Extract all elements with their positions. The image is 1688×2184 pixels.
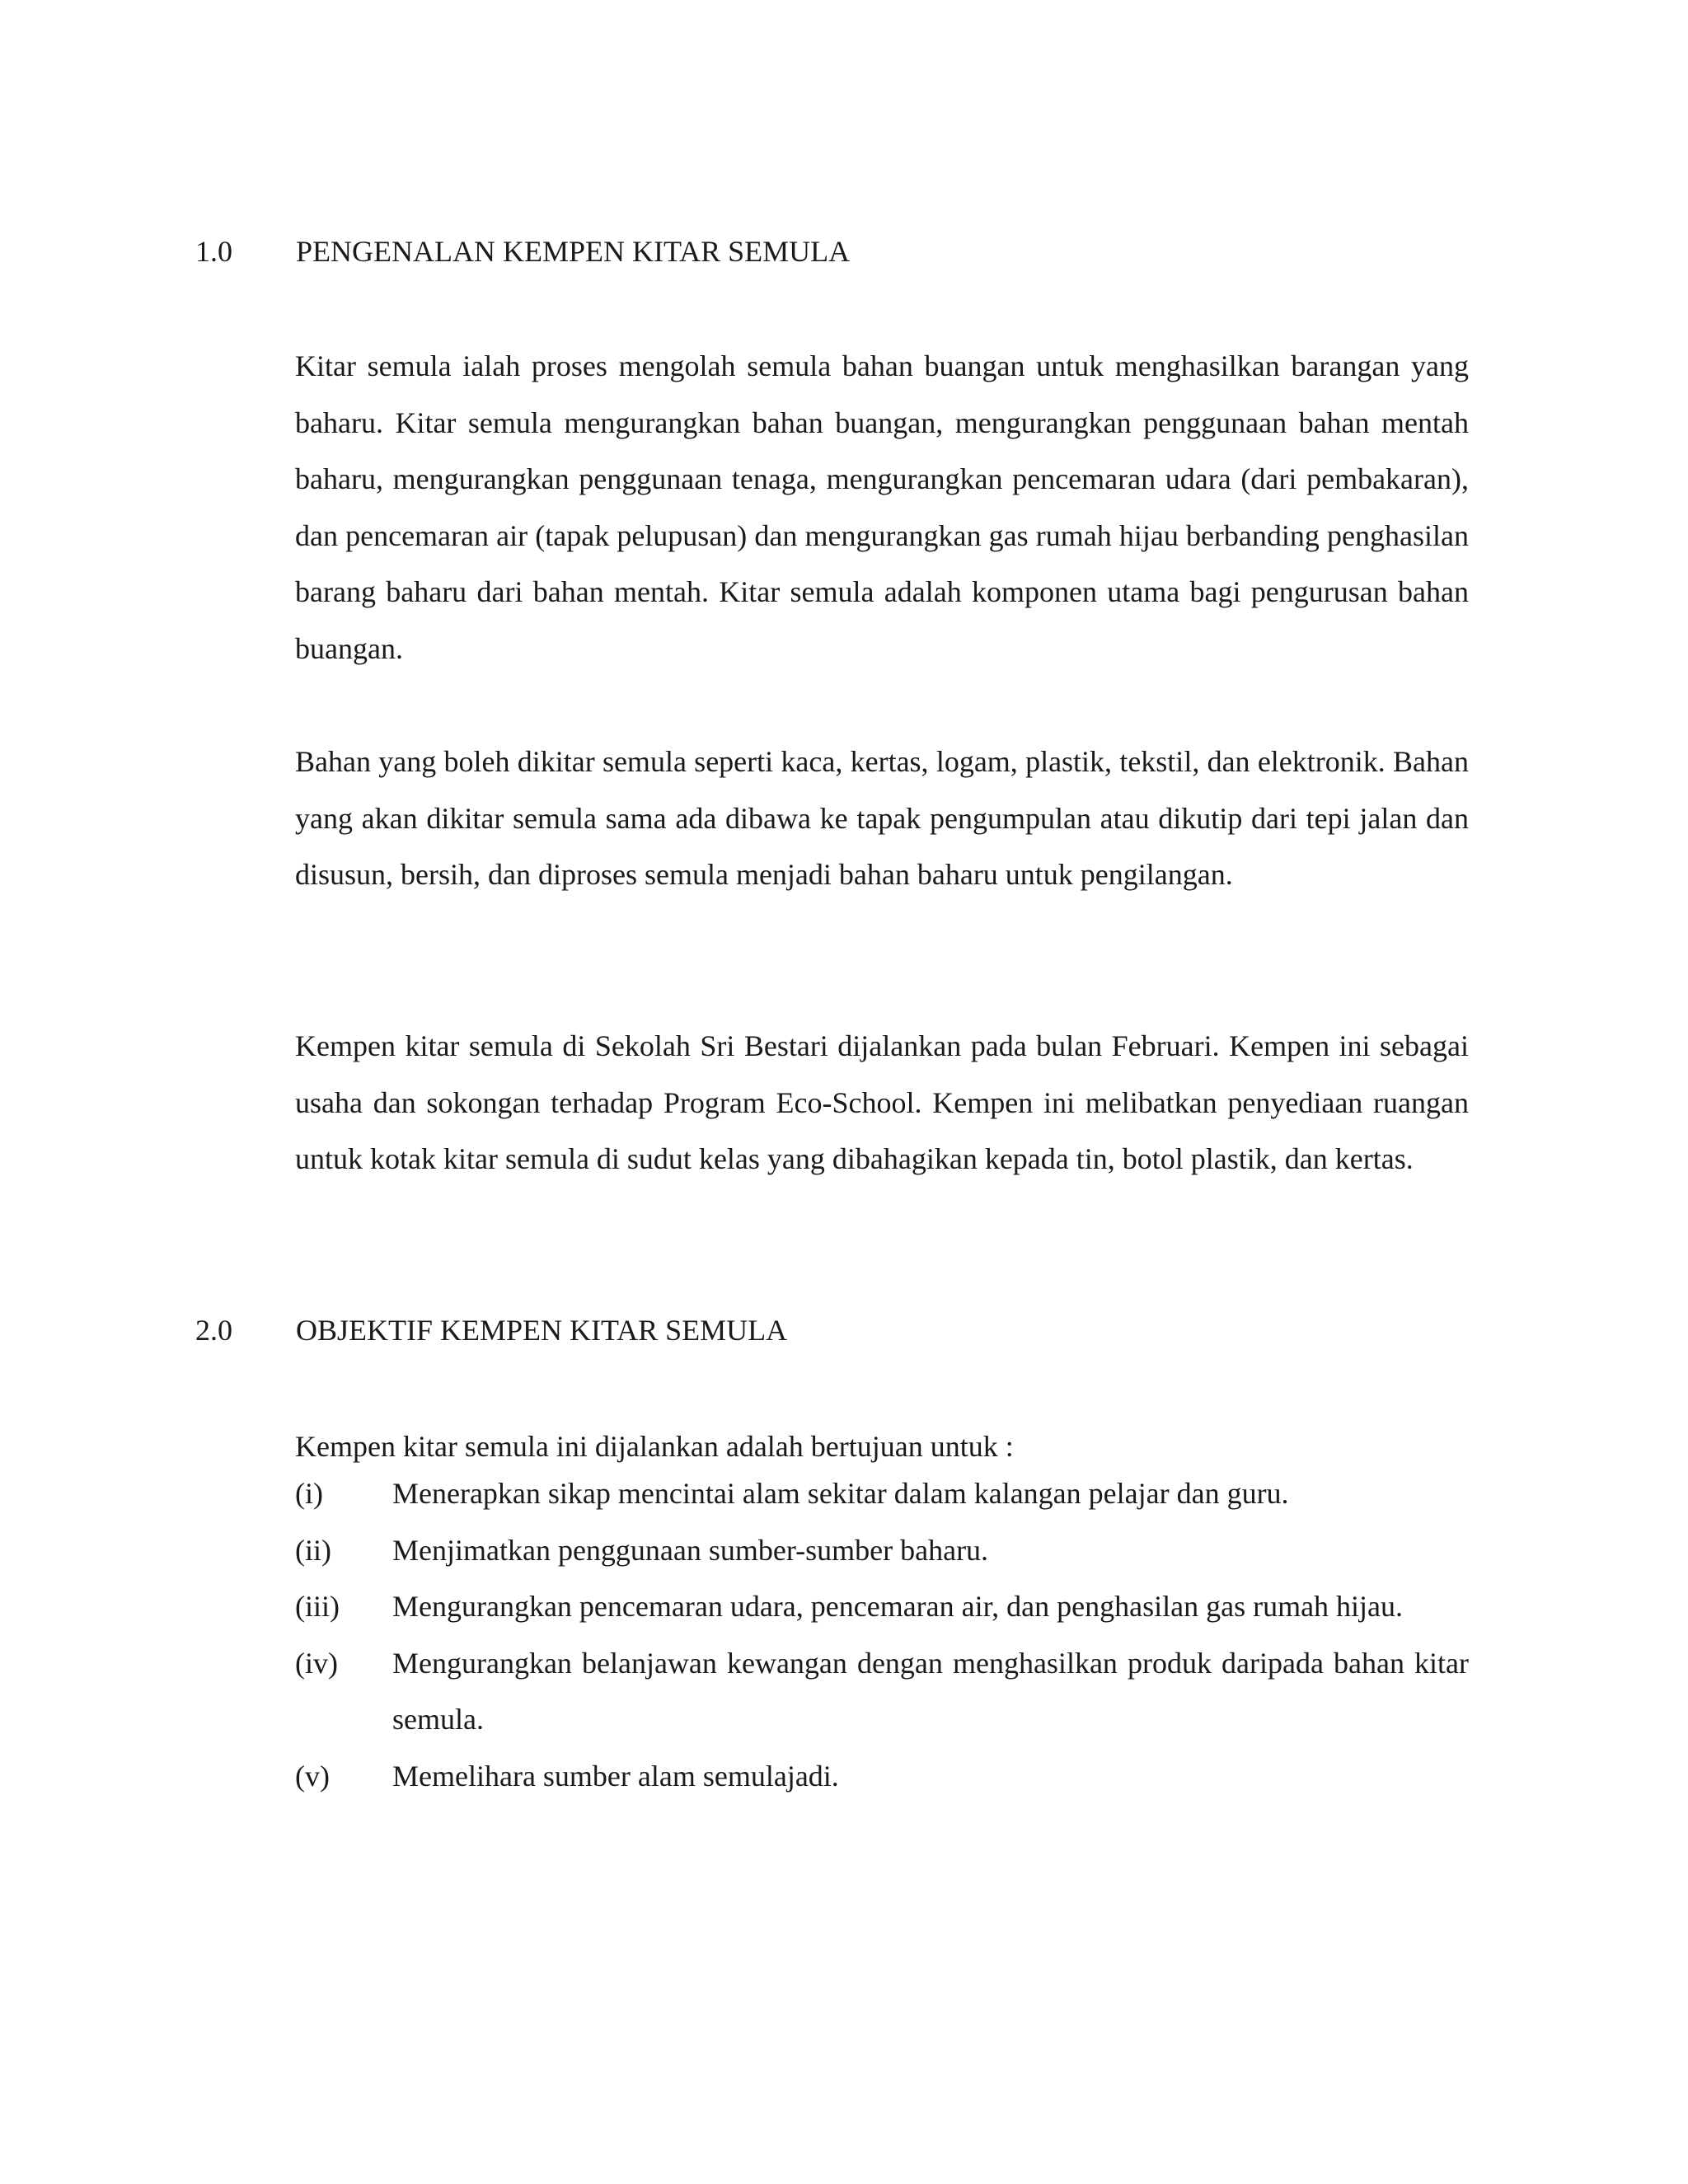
section-number: 1.0 [195,235,232,268]
list-item [295,1578,1469,1635]
paragraph-materials: Bahan yang boleh dikitar semula seperti kaca, kertas, logam, plastik, tekstil, dan elektronik. Bahan yang akan dikitar semula sama ada dibawa ke tapak pengumpulan atau dikutip dari tepi jalan dan disusun, bersih, dan diproses semula menjadi bahan baharu untuk pengilangan. [295,745,1469,891]
section-title: OBJEKTIF KEMPEN KITAR SEMULA [296,1314,788,1347]
section-heading-1 [195,235,850,268]
objectives-list [295,1465,1469,1804]
objectives-intro: Kempen kitar semula ini dijalankan adalah bertujuan untuk : [295,1430,1014,1463]
list-item-number: (ii) [295,1533,331,1567]
list-item [295,1748,1469,1805]
section-title: PENGENALAN KEMPEN KITAR SEMULA [296,235,851,268]
section-heading-2 [195,1314,787,1347]
list-item-number: (v) [295,1759,330,1793]
list-item-number: (iv) [295,1646,338,1680]
list-item-number: (iii) [295,1590,340,1623]
list-item-text: Menerapkan sikap mencintai alam sekitar dalam kalangan pelajar dan guru. [392,1477,1289,1510]
list-item-number: (i) [295,1477,323,1510]
list-item-text: Memelihara sumber alam semulajadi. [392,1759,839,1793]
list-item [295,1635,1469,1748]
section-number: 2.0 [195,1314,232,1347]
paragraph-definition: Kitar semula ialah proses mengolah semula bahan buangan untuk menghasilkan barangan yang baharu. Kitar semula mengurangkan bahan buangan, mengurangkan penggunaan bahan mentah baharu, mengurangkan penggunaan tenaga, mengurangkan pencemaran udara (dari pembakaran), dan pencemaran air (tapak pelupusan) dan mengurangkan gas rumah hijau berbanding penghasilan barang baharu dari bahan mentah. Kitar semula adalah komponen utama bagi pengurusan bahan buangan. [295,349,1469,665]
list-item-text: Mengurangkan pencemaran udara, pencemaran air, dan penghasilan gas rumah hijau. [392,1590,1404,1623]
list-item-text: Mengurangkan belanjawan kewangan dengan menghasilkan produk daripada bahan kitar semula. [392,1646,1469,1736]
list-item [295,1522,1469,1579]
list-item-text: Menjimatkan penggunaan sumber-sumber baharu. [392,1533,989,1567]
paragraph-campaign: Kempen kitar semula di Sekolah Sri Bestari dijalankan pada bulan Februari. Kempen ini sebagai usaha dan sokongan terhadap Program Eco-School. Kempen ini melibatkan penyediaan ruangan untuk kotak kitar semula di sudut kelas yang dibahagikan kepada tin, botol plastik, dan kertas. [295,1029,1469,1175]
list-item [295,1465,1469,1522]
